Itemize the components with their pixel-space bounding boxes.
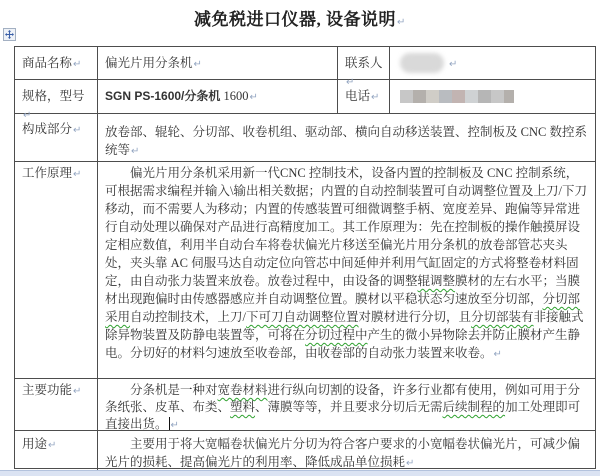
- cell-contact-label[interactable]: [338, 47, 390, 88]
- cell-components-content[interactable]: [98, 114, 595, 161]
- label-text: 商品名称: [22, 56, 73, 70]
- paragraph-mark: ↵: [73, 386, 82, 397]
- cell-spec-model-label[interactable]: [15, 80, 98, 121]
- table-row: [15, 162, 595, 379]
- paragraph-mark: ↵: [406, 457, 415, 469]
- paragraph-mark: ↵: [23, 110, 32, 121]
- table-row: [15, 80, 595, 121]
- paragraph-mark: ↵: [493, 349, 502, 360]
- paragraph-mark: ↵: [73, 169, 82, 180]
- cell-phone-value[interactable]: [390, 80, 595, 113]
- redacted-contact-blur: [400, 53, 444, 73]
- label-text: 联系人: [345, 56, 383, 70]
- paragraph-mark: ↵: [73, 59, 82, 70]
- label-text: 主要功能: [22, 383, 73, 397]
- cell-main-functions-content[interactable]: [98, 379, 595, 430]
- window-bottom-edge: [0, 470, 600, 476]
- model-number: SGN PS-1600/分条机: [105, 89, 221, 103]
- paragraph-mark: ↵: [193, 59, 202, 70]
- paragraph-mark: ↵: [449, 59, 458, 70]
- content-text: 偏光片用分条机采用新一代CNC 控制技术，设备内置的控制板及 CNC 控制系统，可根据需求编程并输入\输出相关数据；内置的自动控制装置可自动调整位置及上刀/下刀移动，而不需要人为移动；内置的传感装置可细微调整手柄、宽度差异、跑偏等异常进行自动处理以确保对产品进行高精度加工。其工作原理为：先在控制板的操作触摸屏设定相应数值，利用半自动台车将卷状偏光片移送至偏光片用分条机的放卷部管芯夹头处，夹头靠 AC 伺服马达自动定位向管芯中间延伸并利用气缸固定的方式将整卷材料固定，由自动张力装置来放卷。放卷过程中，由设备的调整辊调整膜材的左右水平；当膜材出现跑偏时由传感器感应并自动调整位置。膜材以平稳状态匀速放至分切部，分切部采用自动控制技术，上刀/下可刀自动调整位置对膜材进行分切，且分切部装有非接触式除异物装置及防静电装置等，可将在分切过程中产生的微小异物除去并防止膜材产生静电。分切好的材料匀速放至收卷部，由收卷部的自动张力装置来收卷。: [105, 166, 587, 360]
- label-text: 规格，型号: [22, 89, 85, 103]
- equipment-description-table: [14, 46, 596, 469]
- label-text: 电话: [345, 89, 371, 103]
- table-row: [15, 431, 595, 472]
- table-move-handle[interactable]: [3, 28, 16, 41]
- text-cursor: [169, 417, 170, 430]
- paragraph-mark: ↵: [249, 92, 258, 103]
- cell-main-functions-label[interactable]: [15, 379, 98, 430]
- model-suffix: 1600: [223, 89, 249, 103]
- content-text: 分条机是一种对宽卷材料进行纵向切割的设备，许多行业都有使用，例如可用于分条纸张、皮革、布类、塑料、薄膜等等，并且要求分切后无需后续制程的加工处理即可直接出货。: [105, 383, 581, 431]
- cell-product-name-value[interactable]: [98, 47, 338, 79]
- cell-spec-model-value[interactable]: [98, 80, 338, 113]
- cell-working-principle-label[interactable]: [15, 162, 98, 378]
- cell-components-label[interactable]: [15, 114, 98, 161]
- title-text: 减免税进口仪器, 设备说明: [194, 10, 397, 29]
- content-text: 放卷部、辊轮、分切部、收卷机组、驱动部、横向自动移送装置、控制板及 CNC 数控系统等: [105, 125, 587, 157]
- value-text: 偏光片用分条机: [105, 56, 193, 70]
- cell-phone-label[interactable]: [338, 80, 390, 113]
- paragraph-mark: ↵: [346, 77, 355, 88]
- label-text: 工作原理: [22, 166, 73, 180]
- cell-working-principle-content[interactable]: [98, 162, 595, 378]
- cell-product-name-label[interactable]: [15, 47, 98, 79]
- redacted-phone-pixelated: [400, 90, 514, 103]
- cell-contact-value[interactable]: [390, 47, 595, 79]
- content-text: 主要用于将大宽幅卷状偏光片分切为符合客户要求的小宽幅卷状偏光片，可减少偏光片的损耗、提高偏光片的利用率、降低成品单位损耗: [105, 437, 581, 469]
- table-row: [15, 47, 595, 88]
- move-arrows-icon: [5, 30, 14, 39]
- table-row: [15, 379, 595, 431]
- label-text: 用途: [22, 437, 48, 451]
- paragraph-mark: ↵: [131, 146, 140, 157]
- paragraph-mark: ↵: [170, 420, 179, 431]
- paragraph-mark: ↵: [397, 17, 406, 28]
- label-text: 构成部分: [22, 122, 73, 136]
- paragraph-mark: ↵: [48, 440, 57, 451]
- cell-purpose-content[interactable]: [98, 431, 595, 472]
- page-title[interactable]: [0, 5, 600, 30]
- paragraph-mark: ↵: [73, 125, 82, 136]
- cell-purpose-label[interactable]: [15, 431, 98, 472]
- paragraph-mark: ↵: [371, 92, 380, 103]
- table-row: [15, 114, 595, 162]
